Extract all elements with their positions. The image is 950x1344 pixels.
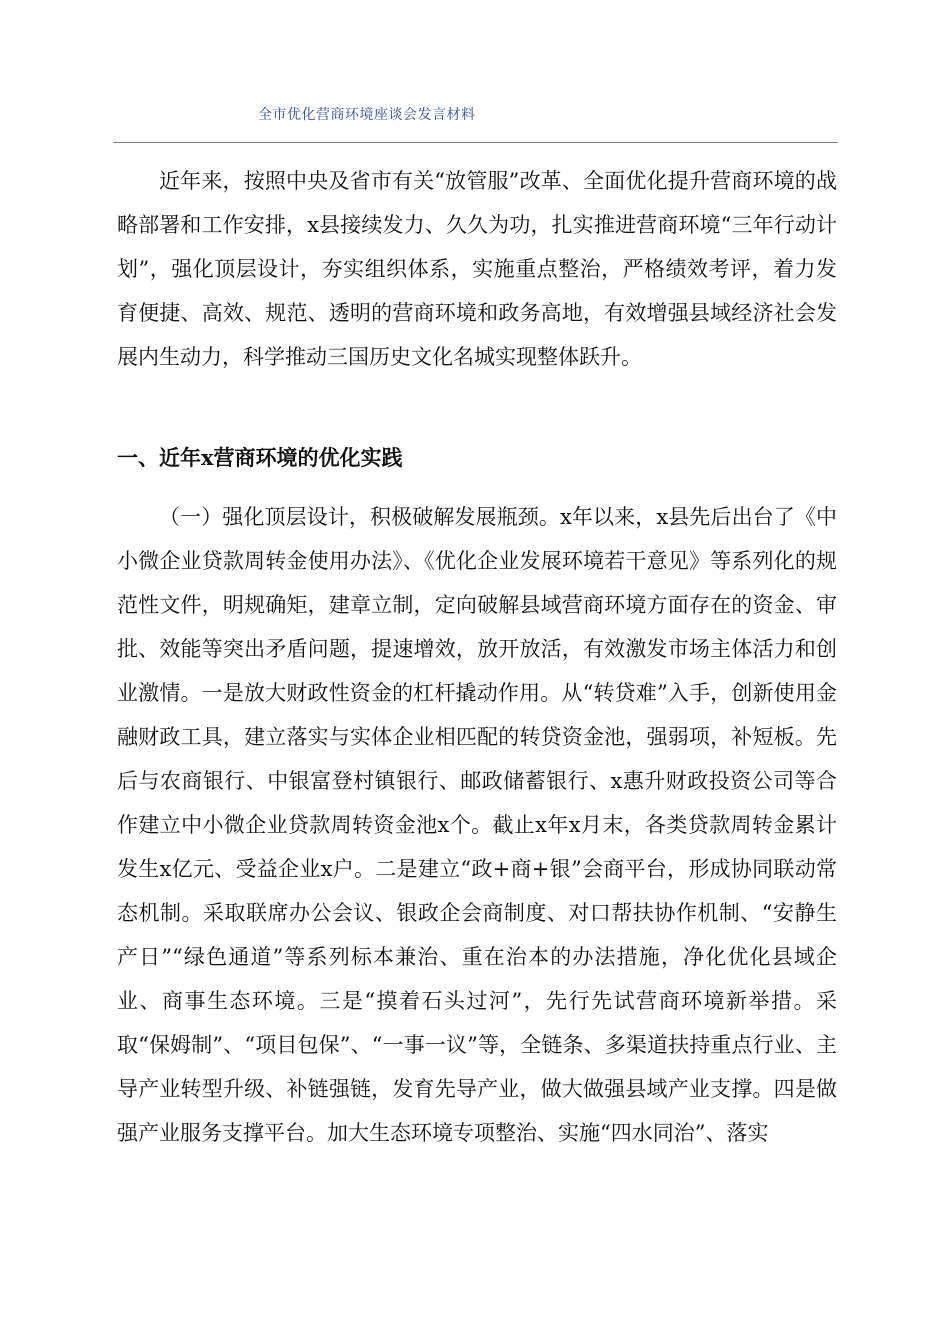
section-paragraph: （一）强化顶层设计，积极破解发展瓶颈。x年以来，x县先后出台了《中小微企业贷款周转金使用办法》、《优化企业发展环境若干意见》等系列化的规范性文件，明规确矩，建章立制，定向破解县域营商环境方面存在的资金、审批、效能等突出矛盾问题，提速增效，放开放活，有效激发市场主体活力和创业激情。一是放大财政性资金的杠杆撬动作用。从“转贷难”入手，创新使用金融财政工具，建立落实与实体企业相匹配的转贷资金池，强弱项，补短板。先后与农商银行、中银富登村镇银行、邮政储蓄银行、x惠升财政投资公司等合作建立中小微企业贷款周转资金池x个。截止x年x月末，各类贷款周转金累计发生x亿元、受益企业x户。二是建立“政+商+银”会商平台，形成协同联动常态机制。采取联席办公会议、银政企会商制度、对口帮扶协作机制、“安静生产日”“绿色通道”等系列标本兼治、重在治本的办法措施，净化优化县域企业、商事生态环境。三是“摸着石头过河”，先行先试营商环境新举措。采取“保姆制”、“项目包保”、“一事一议”等，全链条、多渠道扶持重点行业、主导产业转型升级、补链强链，发育先导产业，做大做强县域产业支撑。四是做强产业服务支撑平台。加大生态环境专项整治、实施“四水同治”、落实: [117, 505, 837, 1145]
document-header-title: 全市优化营商环境座谈会发言材料: [258, 107, 476, 123]
section-heading: 一、近年x营商环境的优化实践: [117, 445, 403, 470]
intro-paragraph: 近年来，按照中央及省市有关“放管服”改革、全面优化提升营商环境的战略部署和工作安排，x县接续发力、久久为功，扎实推进营商环境“三年行动计划”，强化顶层设计，夯实组织体系，实施重点整治，严格绩效考评，着力发育便捷、高效、规范、透明的营商环境和政务高地，有效增强县域经济社会发展内生动力，科学推动三国历史文化名城实现整体跃升。: [117, 169, 837, 369]
header-divider: [113, 142, 838, 143]
